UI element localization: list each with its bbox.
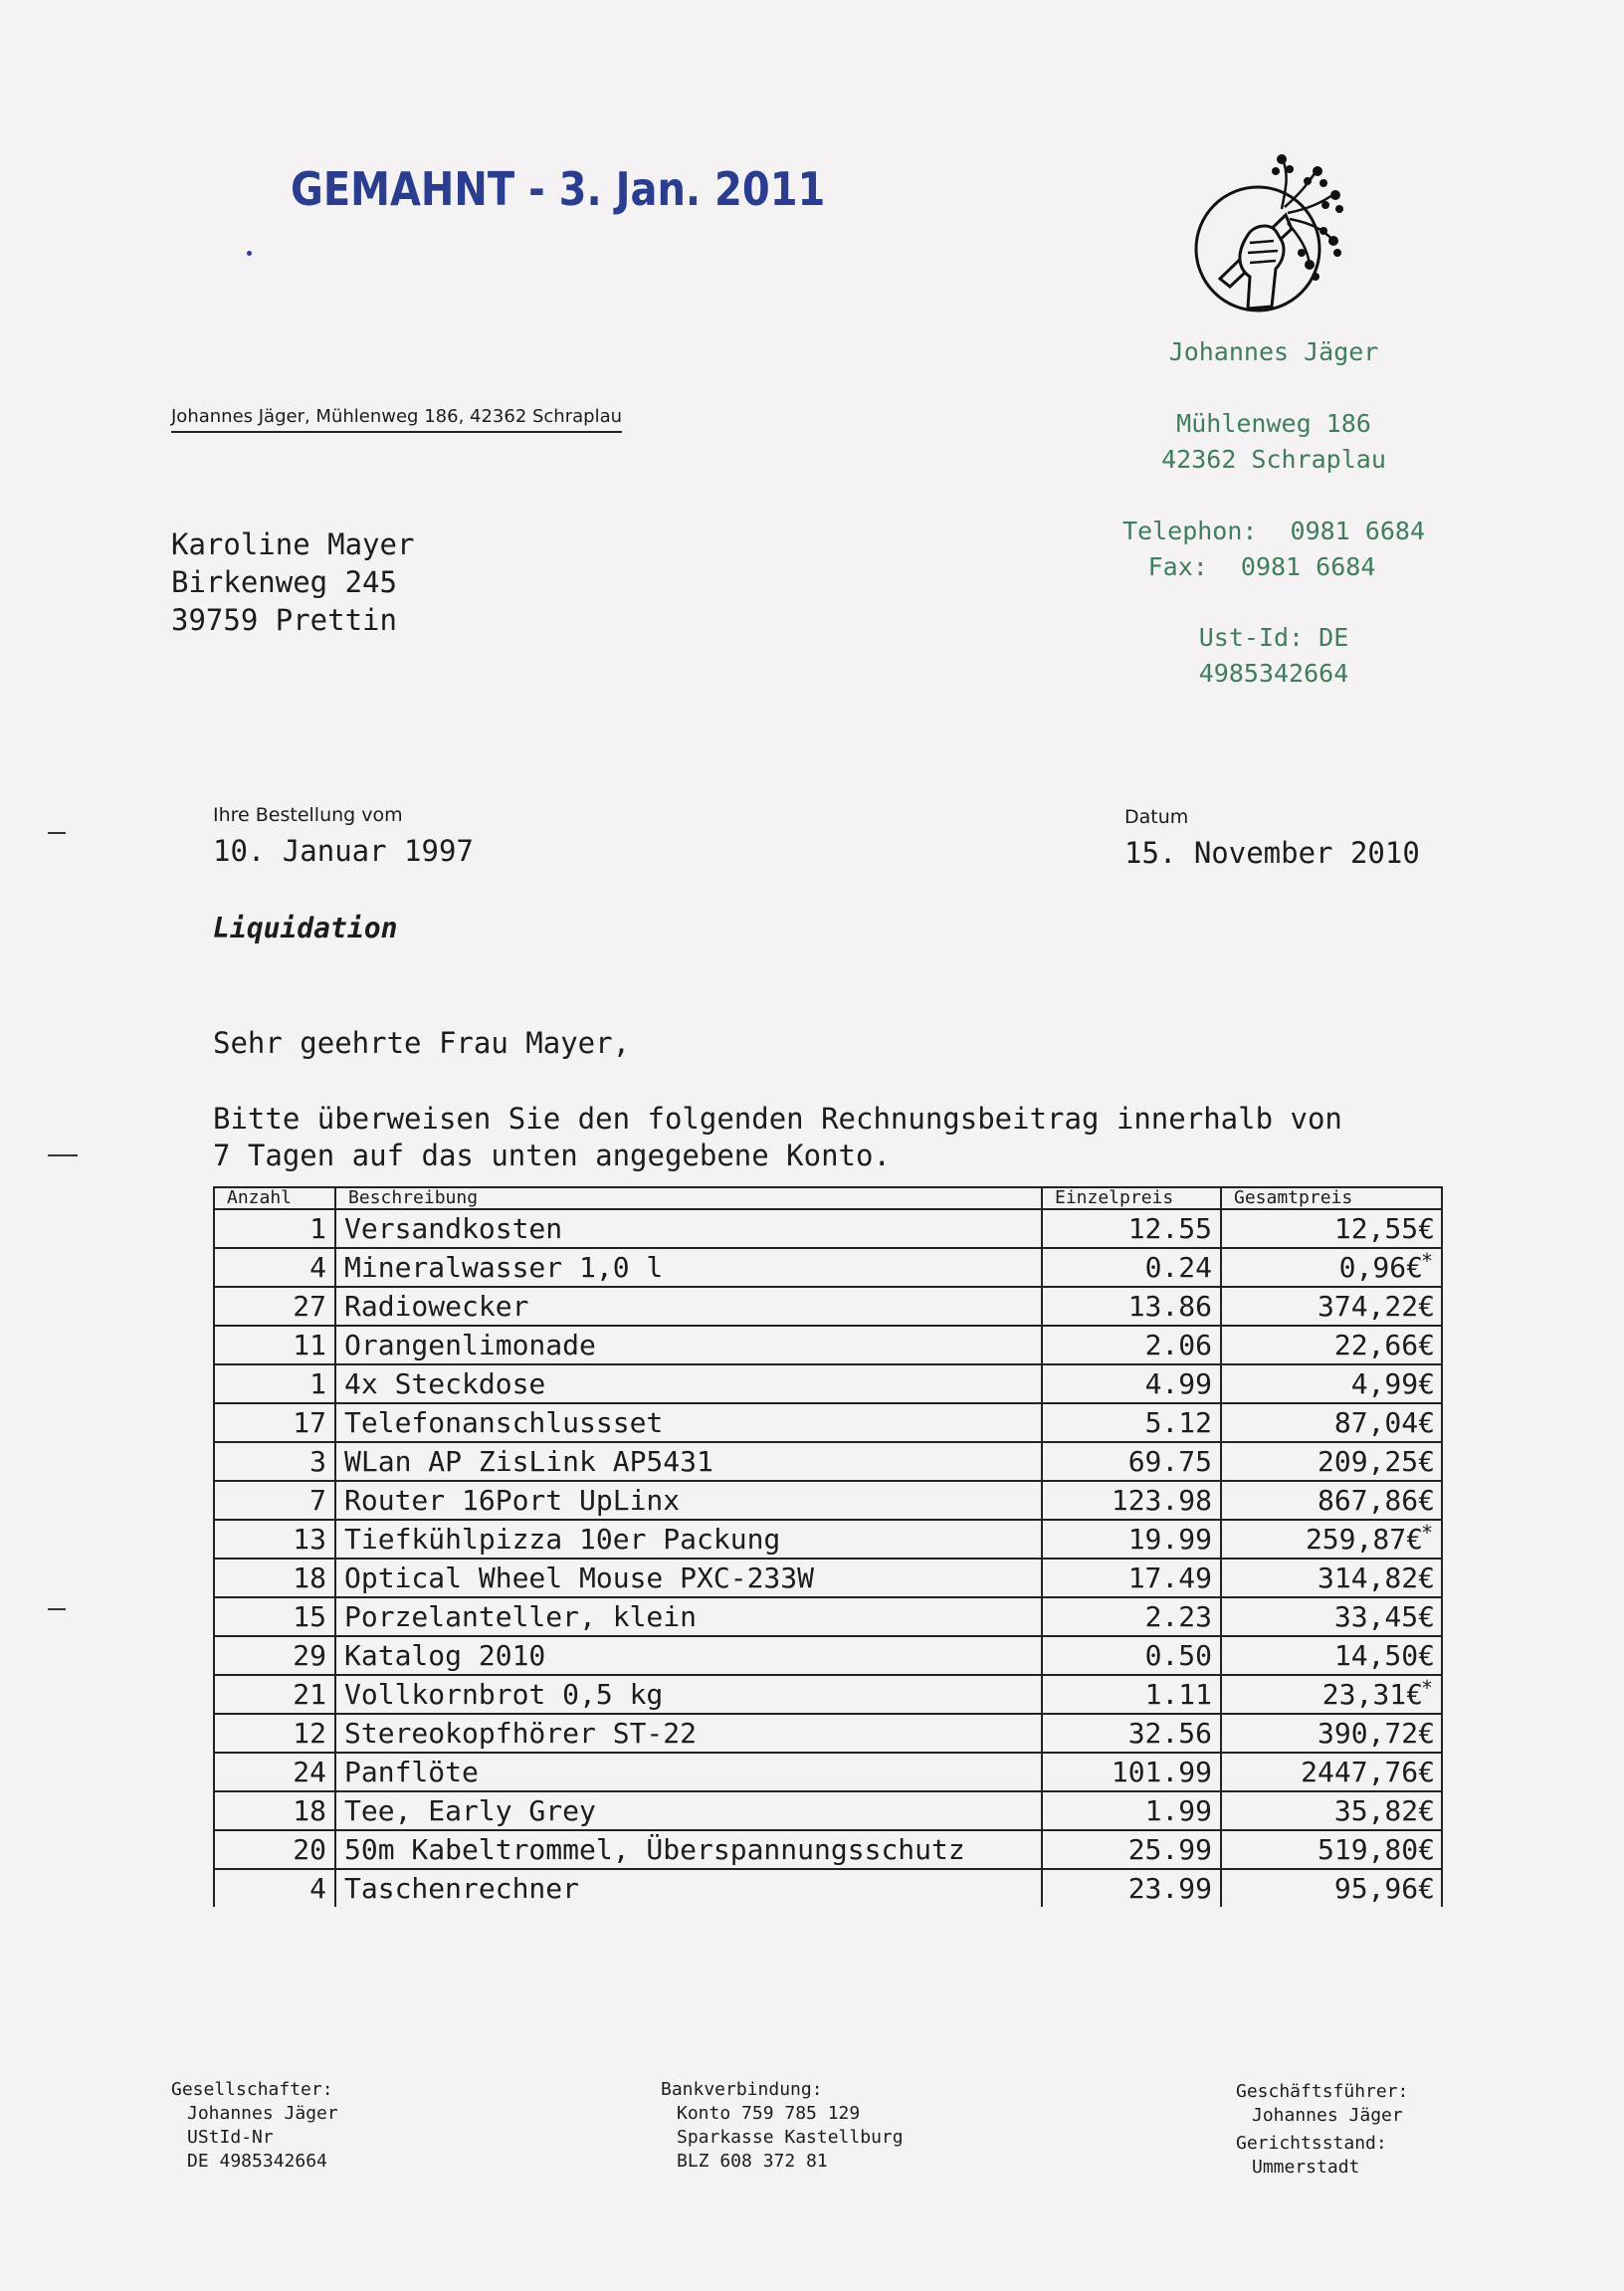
cell-quantity bbox=[214, 1442, 335, 1481]
cell-quantity bbox=[214, 1520, 335, 1559]
table-row bbox=[214, 1481, 1442, 1520]
cell-total-price bbox=[1221, 1326, 1442, 1364]
cell-unit-price-text: 1.99 bbox=[1144, 1794, 1212, 1827]
footer-bank-code: BLZ 608 372 81 bbox=[677, 2151, 828, 2172]
cell-quantity bbox=[214, 1559, 335, 1597]
cell-total-price-text: 14,50€ bbox=[1333, 1639, 1435, 1672]
footnote-marker: * bbox=[1420, 1521, 1433, 1545]
salutation: Sehr geehrte Frau Mayer, bbox=[213, 1026, 631, 1060]
cell-unit-price-text: 2.06 bbox=[1144, 1329, 1212, 1361]
cell-unit-price bbox=[1042, 1559, 1221, 1597]
cell-unit-price-text: 0.50 bbox=[1144, 1639, 1212, 1672]
cell-quantity bbox=[214, 1753, 335, 1791]
cell-description-text: Tiefkühlpizza 10er Packung bbox=[344, 1523, 781, 1556]
cell-description-text: Porzelanteller, klein bbox=[344, 1600, 698, 1633]
cell-description-text: WLan AP ZisLink AP5431 bbox=[344, 1445, 713, 1478]
cell-description-text: Telefonanschlussset bbox=[344, 1406, 664, 1439]
cell-description bbox=[335, 1830, 1042, 1869]
cell-description bbox=[335, 1520, 1042, 1559]
table-body bbox=[214, 1209, 1442, 1907]
cell-quantity-text: 3 bbox=[309, 1445, 326, 1478]
payment-instruction-line2: 7 Tagen auf das unten angegebene Konto. bbox=[213, 1139, 891, 1172]
cell-total-price-text: 374,22€ bbox=[1317, 1290, 1435, 1323]
table-row bbox=[214, 1869, 1442, 1907]
cell-unit-price bbox=[1042, 1442, 1221, 1481]
cell-total-price-text: 209,25€ bbox=[1317, 1445, 1435, 1478]
cell-unit-price bbox=[1042, 1481, 1221, 1520]
cell-unit-price bbox=[1042, 1597, 1221, 1636]
cell-quantity-text: 24 bbox=[293, 1756, 326, 1788]
invoice-subject: Liquidation bbox=[213, 912, 398, 944]
cell-description bbox=[335, 1364, 1042, 1403]
cell-unit-price bbox=[1042, 1753, 1221, 1791]
invoice-date-label: Datum bbox=[1124, 806, 1189, 828]
cell-description bbox=[335, 1481, 1042, 1520]
cell-unit-price-text: 13.86 bbox=[1127, 1290, 1212, 1323]
cell-description-text: Mineralwasser 1,0 l bbox=[344, 1251, 664, 1284]
fax-label: Fax: bbox=[1147, 552, 1208, 581]
dunning-stamp: GEMAHNT - 3. Jan. 2011 bbox=[291, 163, 826, 217]
cell-total-price-text: 33,45€ bbox=[1333, 1600, 1435, 1633]
phone-value: 0981 6684 bbox=[1290, 517, 1425, 545]
cell-quantity bbox=[214, 1403, 335, 1442]
table-row bbox=[214, 1675, 1442, 1714]
table-row bbox=[214, 1791, 1442, 1830]
fold-mark-bottom bbox=[48, 1608, 66, 1610]
cell-quantity bbox=[214, 1597, 335, 1636]
recipient-city: 39759 Prettin bbox=[171, 603, 397, 637]
cell-total-price-text: 22,66€ bbox=[1333, 1329, 1435, 1361]
cell-quantity-text: 17 bbox=[293, 1406, 326, 1439]
cell-quantity-text: 11 bbox=[293, 1329, 326, 1361]
cell-unit-price-text: 5.12 bbox=[1144, 1406, 1212, 1439]
company-vat-line1: Ust-Id: DE bbox=[1198, 623, 1349, 652]
cell-total-price-text: 867,86€ bbox=[1317, 1484, 1435, 1517]
table-row bbox=[214, 1597, 1442, 1636]
cell-quantity-text: 18 bbox=[293, 1794, 326, 1827]
stamp-dot bbox=[247, 251, 252, 256]
recipient-street: Birkenweg 245 bbox=[171, 565, 397, 599]
footer-bank-title: Bankverbindung: bbox=[661, 2079, 823, 2100]
cell-total-price bbox=[1221, 1287, 1442, 1326]
cell-unit-price-text: 2.23 bbox=[1144, 1600, 1212, 1633]
cell-total-price bbox=[1221, 1248, 1442, 1287]
cell-total-price bbox=[1221, 1559, 1442, 1597]
cell-total-price-text: 95,96€ bbox=[1333, 1872, 1435, 1905]
header-total-price: Gesamtpreis bbox=[1221, 1187, 1442, 1209]
cell-quantity-text: 29 bbox=[293, 1639, 326, 1672]
cell-quantity bbox=[214, 1869, 335, 1907]
cell-total-price-text: 259,87€ bbox=[1305, 1523, 1423, 1556]
cell-description-text: 4x Steckdose bbox=[344, 1367, 546, 1400]
cell-quantity bbox=[214, 1481, 335, 1520]
cell-quantity bbox=[214, 1209, 335, 1248]
cell-unit-price bbox=[1042, 1675, 1221, 1714]
table-row bbox=[214, 1714, 1442, 1753]
cell-unit-price bbox=[1042, 1209, 1221, 1248]
cell-total-price-text: 23,31€ bbox=[1321, 1678, 1423, 1711]
company-street: Mühlenweg 186 bbox=[1176, 409, 1371, 438]
header-description: Beschreibung bbox=[335, 1187, 1042, 1209]
cell-total-price-text: 0,96€ bbox=[1338, 1251, 1423, 1284]
order-date-label: Ihre Bestellung vom bbox=[213, 804, 403, 826]
cell-unit-price-text: 23.99 bbox=[1127, 1872, 1212, 1905]
table-row bbox=[214, 1248, 1442, 1287]
cell-quantity bbox=[214, 1830, 335, 1869]
cell-total-price bbox=[1221, 1442, 1442, 1481]
punch-mark bbox=[48, 1154, 78, 1156]
cell-description-text: Taschenrechner bbox=[344, 1872, 580, 1905]
table-row bbox=[214, 1403, 1442, 1442]
cell-unit-price bbox=[1042, 1830, 1221, 1869]
cell-total-price bbox=[1221, 1481, 1442, 1520]
cell-description bbox=[335, 1869, 1042, 1907]
fax-value: 0981 6684 bbox=[1240, 552, 1376, 581]
cell-unit-price-text: 19.99 bbox=[1127, 1523, 1212, 1556]
cell-total-price bbox=[1221, 1209, 1442, 1248]
cell-total-price bbox=[1221, 1520, 1442, 1559]
fist-holding-carrot-logo-icon bbox=[1190, 149, 1349, 328]
cell-description bbox=[335, 1248, 1042, 1287]
table-row bbox=[214, 1636, 1442, 1675]
cell-unit-price-text: 69.75 bbox=[1127, 1445, 1212, 1478]
cell-unit-price bbox=[1042, 1364, 1221, 1403]
footer-court-place: Ummerstadt bbox=[1252, 2157, 1360, 2178]
cell-description bbox=[335, 1209, 1042, 1248]
cell-description bbox=[335, 1791, 1042, 1830]
cell-unit-price-text: 17.49 bbox=[1127, 1562, 1212, 1594]
footer-management-name: Johannes Jäger bbox=[1252, 2105, 1403, 2126]
cell-quantity-text: 4 bbox=[309, 1251, 326, 1284]
company-city: 42362 Schraplau bbox=[1161, 445, 1386, 474]
phone-label: Telephon: bbox=[1122, 517, 1258, 545]
cell-unit-price-text: 12.55 bbox=[1127, 1212, 1212, 1245]
table-row bbox=[214, 1209, 1442, 1248]
cell-quantity-text: 7 bbox=[309, 1484, 326, 1517]
table-row bbox=[214, 1364, 1442, 1403]
table-row bbox=[214, 1559, 1442, 1597]
cell-quantity-text: 1 bbox=[309, 1212, 326, 1245]
cell-quantity-text: 1 bbox=[309, 1367, 326, 1400]
cell-quantity-text: 12 bbox=[293, 1717, 326, 1750]
cell-unit-price-text: 32.56 bbox=[1127, 1717, 1212, 1750]
cell-total-price-text: 87,04€ bbox=[1333, 1406, 1435, 1439]
cell-total-price bbox=[1221, 1791, 1442, 1830]
cell-description-text: Vollkornbrot 0,5 kg bbox=[344, 1678, 664, 1711]
cell-unit-price bbox=[1042, 1714, 1221, 1753]
cell-total-price-text: 519,80€ bbox=[1317, 1833, 1435, 1866]
cell-unit-price-text: 101.99 bbox=[1111, 1756, 1212, 1788]
footer-bank-account: Konto 759 785 129 bbox=[677, 2103, 861, 2124]
cell-description bbox=[335, 1714, 1042, 1753]
footer-bank-name: Sparkasse Kastellburg bbox=[677, 2127, 904, 2148]
footer-partners-name: Johannes Jäger bbox=[187, 2103, 338, 2124]
cell-total-price bbox=[1221, 1403, 1442, 1442]
table-row bbox=[214, 1830, 1442, 1869]
recipient-address bbox=[171, 525, 414, 639]
footer-court-title: Gerichtsstand: bbox=[1236, 2133, 1387, 2154]
cell-unit-price-text: 1.11 bbox=[1144, 1678, 1212, 1711]
cell-unit-price bbox=[1042, 1248, 1221, 1287]
header-unit-price: Einzelpreis bbox=[1042, 1187, 1221, 1209]
cell-unit-price-text: 4.99 bbox=[1144, 1367, 1212, 1400]
cell-quantity bbox=[214, 1287, 335, 1326]
cell-unit-price bbox=[1042, 1403, 1221, 1442]
cell-unit-price-text: 25.99 bbox=[1127, 1833, 1212, 1866]
table-row bbox=[214, 1287, 1442, 1326]
cell-unit-price bbox=[1042, 1869, 1221, 1907]
footnote-marker: * bbox=[1420, 1676, 1433, 1700]
cell-total-price-text: 390,72€ bbox=[1317, 1717, 1435, 1750]
cell-description bbox=[335, 1403, 1042, 1442]
cell-quantity bbox=[214, 1636, 335, 1675]
cell-total-price-text: 2447,76€ bbox=[1301, 1756, 1435, 1788]
invoice-items-table bbox=[213, 1186, 1443, 1907]
footnote-marker: * bbox=[1420, 1249, 1433, 1273]
cell-quantity bbox=[214, 1364, 335, 1403]
cell-description bbox=[335, 1559, 1042, 1597]
table-row bbox=[214, 1753, 1442, 1791]
sender-return-address: Johannes Jäger, Mühlenweg 186, 42362 Schraplau bbox=[171, 406, 622, 433]
cell-total-price-text: 4,99€ bbox=[1350, 1367, 1435, 1400]
footer-vat-label: UStId-Nr bbox=[187, 2127, 274, 2148]
cell-quantity bbox=[214, 1791, 335, 1830]
cell-total-price bbox=[1221, 1364, 1442, 1403]
cell-description-text: 50m Kabeltrommel, Überspannungsschutz bbox=[344, 1833, 965, 1866]
cell-unit-price bbox=[1042, 1287, 1221, 1326]
cell-description-text: Tee, Early Grey bbox=[344, 1794, 596, 1827]
cell-description bbox=[335, 1753, 1042, 1791]
order-date: 10. Januar 1997 bbox=[213, 834, 474, 868]
cell-total-price bbox=[1221, 1830, 1442, 1869]
cell-total-price bbox=[1221, 1636, 1442, 1675]
cell-total-price bbox=[1221, 1597, 1442, 1636]
cell-total-price bbox=[1221, 1753, 1442, 1791]
cell-description bbox=[335, 1442, 1042, 1481]
company-vat-line2: 4985342664 bbox=[1198, 659, 1349, 688]
cell-total-price bbox=[1221, 1675, 1442, 1714]
footer-partners-title: Gesellschafter: bbox=[171, 2079, 333, 2100]
cell-quantity-text: 27 bbox=[293, 1290, 326, 1323]
cell-quantity-text: 15 bbox=[293, 1600, 326, 1633]
cell-total-price-text: 314,82€ bbox=[1317, 1562, 1435, 1594]
cell-unit-price bbox=[1042, 1326, 1221, 1364]
cell-unit-price bbox=[1042, 1791, 1221, 1830]
cell-quantity-text: 18 bbox=[293, 1562, 326, 1594]
cell-quantity-text: 21 bbox=[293, 1678, 326, 1711]
cell-unit-price-text: 0.24 bbox=[1144, 1251, 1212, 1284]
table-header-row bbox=[214, 1187, 1442, 1209]
cell-description bbox=[335, 1597, 1042, 1636]
cell-description-text: Katalog 2010 bbox=[344, 1639, 546, 1672]
cell-description-text: Panflöte bbox=[344, 1756, 479, 1788]
footer-partners bbox=[171, 2078, 338, 2174]
footer-management-title: Geschäftsführer: bbox=[1236, 2081, 1409, 2102]
payment-instruction-line1: Bitte überweisen Sie den folgenden Rechnungsbeitrag innerhalb von bbox=[213, 1102, 1342, 1136]
cell-description-text: Optical Wheel Mouse PXC-233W bbox=[344, 1562, 815, 1594]
cell-description bbox=[335, 1636, 1042, 1675]
cell-description bbox=[335, 1326, 1042, 1364]
cell-total-price-text: 35,82€ bbox=[1333, 1794, 1435, 1827]
payment-instruction bbox=[213, 1101, 1342, 1174]
fold-mark-top bbox=[48, 832, 66, 834]
invoice-date: 15. November 2010 bbox=[1124, 836, 1420, 870]
table-row bbox=[214, 1520, 1442, 1559]
cell-total-price bbox=[1221, 1714, 1442, 1753]
cell-description-text: Versandkosten bbox=[344, 1212, 563, 1245]
cell-quantity bbox=[214, 1326, 335, 1364]
footer-bank bbox=[661, 2078, 904, 2174]
cell-quantity-text: 20 bbox=[293, 1833, 326, 1866]
company-fax-line bbox=[1031, 549, 1493, 585]
footer-management bbox=[1236, 2080, 1408, 2180]
footer-vat-number: DE 4985342664 bbox=[187, 2151, 327, 2172]
cell-total-price-text: 12,55€ bbox=[1333, 1212, 1435, 1245]
cell-quantity-text: 4 bbox=[309, 1872, 326, 1905]
cell-description bbox=[335, 1675, 1042, 1714]
company-phone-line bbox=[1055, 514, 1493, 549]
cell-description-text: Router 16Port UpLinx bbox=[344, 1484, 681, 1517]
recipient-name: Karoline Mayer bbox=[171, 527, 415, 561]
cell-quantity bbox=[214, 1675, 335, 1714]
table-row bbox=[214, 1326, 1442, 1364]
cell-quantity bbox=[214, 1714, 335, 1753]
company-name: Johannes Jäger bbox=[1168, 337, 1379, 366]
cell-description bbox=[335, 1287, 1042, 1326]
cell-description-text: Radiowecker bbox=[344, 1290, 529, 1323]
cell-quantity bbox=[214, 1248, 335, 1287]
header-quantity: Anzahl bbox=[214, 1187, 335, 1209]
table-row bbox=[214, 1442, 1442, 1481]
cell-description-text: Stereokopfhörer ST-22 bbox=[344, 1717, 698, 1750]
cell-total-price bbox=[1221, 1869, 1442, 1907]
cell-unit-price bbox=[1042, 1636, 1221, 1675]
cell-unit-price-text: 123.98 bbox=[1111, 1484, 1212, 1517]
cell-description-text: Orangenlimonade bbox=[344, 1329, 596, 1361]
cell-quantity-text: 13 bbox=[293, 1523, 326, 1556]
cell-unit-price bbox=[1042, 1520, 1221, 1559]
